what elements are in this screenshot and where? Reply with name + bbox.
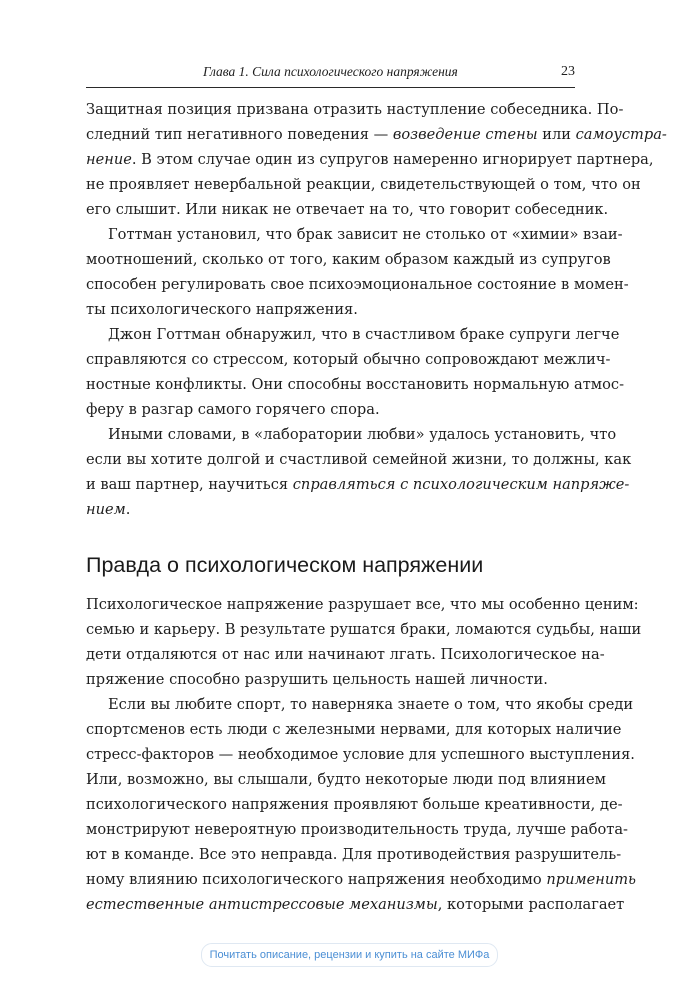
text-line: феру в разгар самого горячего спора.: [86, 401, 380, 418]
text-line: Если вы любите спорт, то наверняка знаете о том, что якобы среди: [108, 696, 634, 713]
text-line: пряжение способно разрушить цельность нашей личности.: [86, 671, 548, 688]
text-line: и ваш партнер, научиться справляться с психологическим напряже-: [86, 476, 630, 493]
text-line: семью и карьеру. В результате рушатся браки, ломаются судьбы, наши: [86, 621, 642, 638]
text-line: стресс-факторов — необходимое условие для успешного выступления.: [86, 746, 635, 763]
text-line: ют в команде. Все это неправда. Для противодействия разрушитель-: [86, 846, 622, 863]
running-header: [86, 64, 575, 86]
text-line: Защитная позиция призвана отразить наступление собеседника. По-: [86, 101, 624, 118]
text-line: психологического напряжения проявляют больше креативности, де-: [86, 796, 623, 813]
text-line: ты психологического напряжения.: [86, 301, 358, 318]
section-heading: Правда о психологическом напряжении: [86, 553, 484, 577]
text-line: естественные антистрессовые механизмы, которыми располагает: [86, 896, 625, 913]
text-line: справляются со стрессом, который обычно сопровождают межлич-: [86, 351, 611, 368]
text-line: Иными словами, в «лаборатории любви» удалось установить, что: [108, 426, 617, 443]
text-line: Готтман установил, что брак зависит не столько от «химии» взаи-: [108, 226, 623, 243]
text-line: моотношений, сколько от того, каким образом каждый из супругов: [86, 251, 611, 268]
header-rule: [86, 87, 575, 88]
text-line: монстрируют невероятную производительность труда, лучше работа-: [86, 821, 628, 838]
text-line: следний тип негативного поведения — возведение стены или самоустра-: [86, 126, 667, 143]
text-line: его слышит. Или никак не отвечает на то, что говорит собеседник.: [86, 201, 609, 218]
text-line: Джон Готтман обнаружил, что в счастливом браке супруги легче: [108, 326, 620, 343]
text-line: Психологическое напряжение разрушает все, что мы особенно ценим:: [86, 596, 639, 613]
text-line: ному влиянию психологического напряжения необходимо применить: [86, 871, 636, 888]
chapter-title: Глава 1. Сила психологического напряжения: [203, 64, 458, 79]
text-line: дети отдаляются от нас или начинают лгать. Психологическое на-: [86, 646, 605, 663]
buy-book-link[interactable]: Почитать описание, рецензии и купить на сайте МИФа: [201, 943, 498, 967]
text-line: способен регулировать свое психоэмоциональное состояние в момен-: [86, 276, 629, 293]
text-line: ностные конфликты. Они способны восстановить нормальную атмос-: [86, 376, 625, 393]
text-line: спортсменов есть люди с железными нервами, для которых наличие: [86, 721, 622, 738]
text-line: Или, возможно, вы слышали, будто некоторые люди под влиянием: [86, 771, 606, 788]
text-line: нение. В этом случае один из супругов намеренно игнорирует партнера,: [86, 151, 654, 168]
page-number: 23: [561, 64, 575, 79]
text-line: не проявляет невербальной реакции, свидетельствующей о том, что он: [86, 176, 641, 193]
text-line: если вы хотите долгой и счастливой семейной жизни, то должны, как: [86, 451, 632, 468]
text-line: нием.: [86, 501, 131, 518]
